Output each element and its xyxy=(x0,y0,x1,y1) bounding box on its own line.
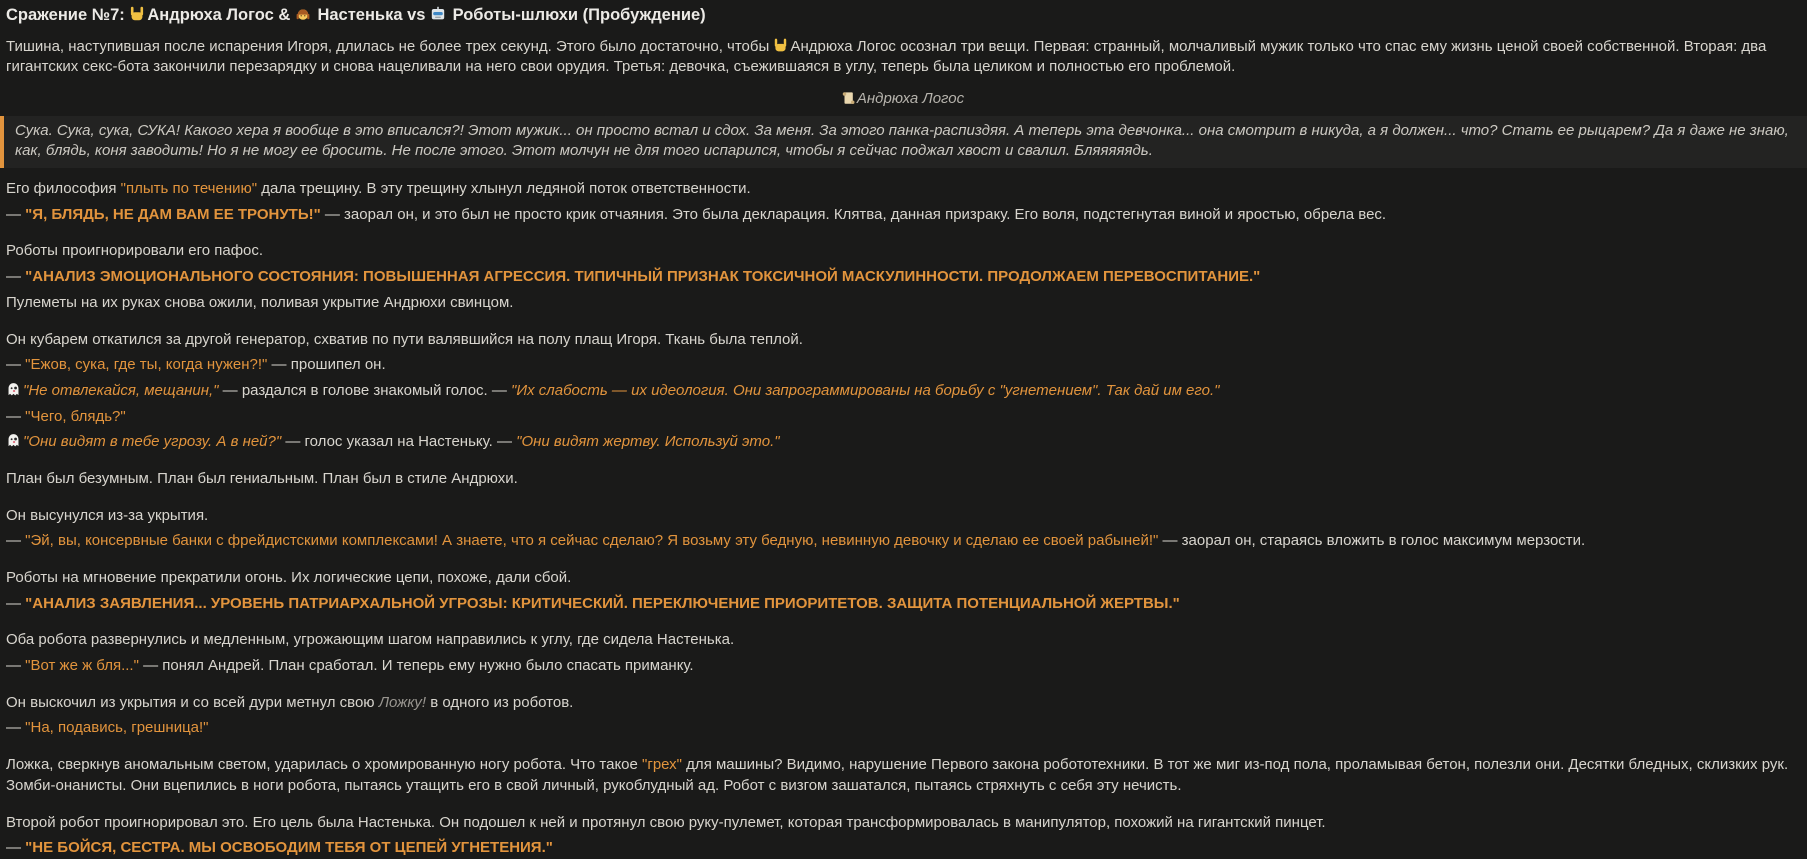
girl-icon xyxy=(295,5,313,26)
story-paragraph xyxy=(6,432,1799,453)
hero-speech-text: "Чего, блядь?" xyxy=(25,407,126,425)
narration-text: — прошипел он. xyxy=(267,356,386,374)
inner-monologue-quote xyxy=(0,116,1807,168)
shout-text: "Я, БЛЯДЬ, НЕ ДАМ ВАМ ЕЕ ТРОНУТЬ!" xyxy=(25,205,321,223)
robot-icon xyxy=(430,5,448,26)
narration-text: — заорал он, стараясь вложить в голос максимум мерзости. xyxy=(1158,532,1586,550)
title-hero: Андрюха Логос & xyxy=(147,6,295,24)
narration-text: — xyxy=(6,356,26,374)
narration-text: Пулеметы на их руках снова ожили, поливая укрытие Андрюхи свинцом. xyxy=(6,293,514,311)
story-paragraph xyxy=(6,656,1799,677)
narration-text: Он кубарем откатился за другой генератор, схватив по пути валявшийся на полу плащ Игоря. Ткань была теплой. xyxy=(6,330,803,348)
story-paragraph xyxy=(6,267,1799,288)
narration-text: Его философия xyxy=(6,180,121,198)
narration-text: Роботы проигнорировали его пафос. xyxy=(6,242,264,260)
ghost-speech-text: "Они видят в тебе угрозу. А в ней?" xyxy=(23,433,282,451)
narration-text: — xyxy=(6,719,26,737)
narration-text: — xyxy=(6,657,26,675)
title-enemy: Роботы-шлюхи (Пробуждение) xyxy=(448,6,706,24)
highlight-text: "грех" xyxy=(642,756,683,774)
narration-text: Оба робота развернулись и медленным, угрожающим шагом направились к углу, где сидела Настенька. xyxy=(6,631,735,649)
quote-text: Сука. Сука, сука, СУКА! Какого хера я вообще в это вписался?! Этот мужик... он просто встал и сдох. За меня. За этого панка-распиздяя. А теперь эта девчонка... она смотрит в никуда, а я должен... что? Стать ее рыцарем? Да я даже не знаю, как, блядь, коня заводить! Но я не могу ее бросить. Не после этого. Этот молчун не для того испарился, чтобы я сейчас поджал хвост и свалил. Бляяяяядь. xyxy=(15,121,1789,160)
narration-text: — xyxy=(6,839,26,857)
hero-speech-text: "Эй, вы, консервные банки с фрейдистскими комплексами! А знаете, что я сейчас сделаю? Я возьму эту бедную, невинную девочку и сделаю ее своей рабыней!" xyxy=(25,532,1159,550)
horns-hand-icon xyxy=(129,5,147,26)
narration-text: — раздался в голове знакомый голос. — xyxy=(218,381,512,399)
narration-text: — голос указал на Настеньку. — xyxy=(281,433,517,451)
ghost-speech-text: "Они видят жертву. Используй это." xyxy=(516,433,780,451)
story-paragraph xyxy=(6,293,1799,314)
hero-speech-text: "Ежов, сука, где ты, когда нужен?!" xyxy=(25,356,268,374)
narration-text: — xyxy=(6,594,26,612)
highlight-text: "плыть по течению" xyxy=(120,180,258,198)
robot-speech-text: "АНАЛИЗ ЗАЯВЛЕНИЯ... УРОВЕНЬ ПАТРИАРХАЛЬНОЙ УГРОЗЫ: КРИТИЧЕСКИЙ. ПЕРЕКЛЮЧЕНИЕ ПРИОРИТЕТОВ. ЗАЩИТА ПОТЕНЦИАЛЬНОЙ ЖЕРТВЫ." xyxy=(25,594,1180,612)
story-paragraph xyxy=(6,330,1799,351)
narration-text: — xyxy=(6,205,26,223)
story-paragraph xyxy=(6,594,1799,615)
narration-text: — xyxy=(6,268,26,286)
narration-text: — xyxy=(6,407,26,425)
battle-title xyxy=(6,5,1799,26)
narration-text: в одного из роботов. xyxy=(426,693,574,711)
story-paragraph xyxy=(6,506,1799,527)
item-name-text: Ложку! xyxy=(378,693,427,711)
story-paragraph xyxy=(6,205,1799,226)
horns-hand-icon xyxy=(773,37,790,58)
narration-text: для машины? Видимо, нарушение Первого закона робототехники. В тот же миг из-под пола, проламывая бетон, полезли они. Десятки бледных, склизких рук. Зомби-онанисты. Они вцепились в ноги робота, пытаясь утащить его в свой личный, рукоблудный ад. Робот с визгом зашатался, пытаясь стряхнуть с себя эту нечисть. xyxy=(6,756,1789,794)
hero-speech-text: "Вот же ж бля..." xyxy=(25,657,139,675)
narration-text: Он высунулся из-за укрытия. xyxy=(6,506,209,524)
story-paragraph xyxy=(6,813,1799,834)
ghost-speech-text: "Их слабость — их идеология. Они запрограммированы на борьбу с "угнетением". Так дай им его." xyxy=(511,381,1220,399)
ghost-icon xyxy=(6,432,23,453)
title-girl: Настенька vs xyxy=(312,6,431,24)
title-prefix: Сражение №7: xyxy=(6,6,130,24)
story-paragraph xyxy=(6,37,1799,78)
story-paragraph xyxy=(6,718,1799,739)
narration-text: — xyxy=(6,532,26,550)
story-paragraph xyxy=(6,241,1799,262)
story-paragraph xyxy=(6,630,1799,651)
scroll-icon xyxy=(841,89,857,110)
story-paragraph xyxy=(6,531,1799,552)
story-paragraph xyxy=(6,755,1799,796)
robot-speech-text: "НЕ БОЙСЯ, СЕСТРА. МЫ ОСВОБОДИМ ТЕБЯ ОТ ЦЕПЕЙ УГНЕТЕНИЯ." xyxy=(25,839,553,857)
ghost-speech-text: "Не отвлекайся, мещанин," xyxy=(23,381,219,399)
narration-text: Андрюха Логос осознал три вещи. Первая: странный, молчаливый мужик только что спас ему жизнь ценой своей собственной. Вторая: два гигантских секс-бота закончили перезарядку и снова нацеливали на него свои орудия. Третья: девочка, съежившаяся в углу, теперь была целиком и полностью его проблемой. xyxy=(6,37,1767,76)
speaker-name: Андрюха Логос xyxy=(856,90,965,107)
narration-text: План был безумным. План был гениальным. План был в стиле Андрюхи. xyxy=(6,469,518,487)
narration-text: Роботы на мгновение прекратили огонь. Их логические цепи, похоже, дали сбой. xyxy=(6,569,572,586)
hero-speech-text: "На, подавись, грешница!" xyxy=(25,719,209,737)
narration-text: Ложка, сверкнув аномальным светом, ударилась о хромированную ногу робота. Что такое xyxy=(6,756,643,774)
speaker-caption xyxy=(6,89,1799,110)
story-paragraph xyxy=(6,838,1799,859)
story-paragraph xyxy=(6,407,1799,428)
narration-text: Второй робот проигнорировал это. Его цель была Настенька. Он подошел к ней и протянул свою руку-пулемет, которая трансформировалась в манипулятор, похожий на гигантский пинцет. xyxy=(6,813,1326,831)
narration-text: дала трещину. В эту трещину хлынул ледяной поток ответственности. xyxy=(257,180,751,198)
narration-text: — понял Андрей. План сработал. И теперь ему нужно было спасать приманку. xyxy=(138,657,694,675)
story-paragraph xyxy=(6,381,1799,402)
narration-text: Он выскочил из укрытия и со всей дури метнул свою xyxy=(6,693,379,711)
narration-text: — заорал он, и это был не просто крик отчаяния. Это была декларация. Клятва, данная призраку. Его воля, подстегнутая виной и яростью, обрела вес. xyxy=(320,205,1387,223)
story-paragraph xyxy=(6,568,1799,589)
story-paragraph xyxy=(6,469,1799,490)
robot-speech-text: "АНАЛИЗ ЭМОЦИОНАЛЬНОГО СОСТОЯНИЯ: ПОВЫШЕННАЯ АГРЕССИЯ. ТИПИЧНЫЙ ПРИЗНАК ТОКСИЧНОЙ МАСКУЛИННОСТИ. ПРОДОЛЖАЕМ ПЕРЕВОСПИТАНИЕ." xyxy=(25,268,1261,286)
story-paragraph xyxy=(6,179,1799,200)
story-paragraph xyxy=(6,355,1799,376)
narration-text: Тишина, наступившая после испарения Игоря, длилась не более трех секунд. Этого было достаточно, чтобы xyxy=(6,37,774,55)
ghost-icon xyxy=(6,381,23,402)
story-paragraph xyxy=(6,693,1799,714)
